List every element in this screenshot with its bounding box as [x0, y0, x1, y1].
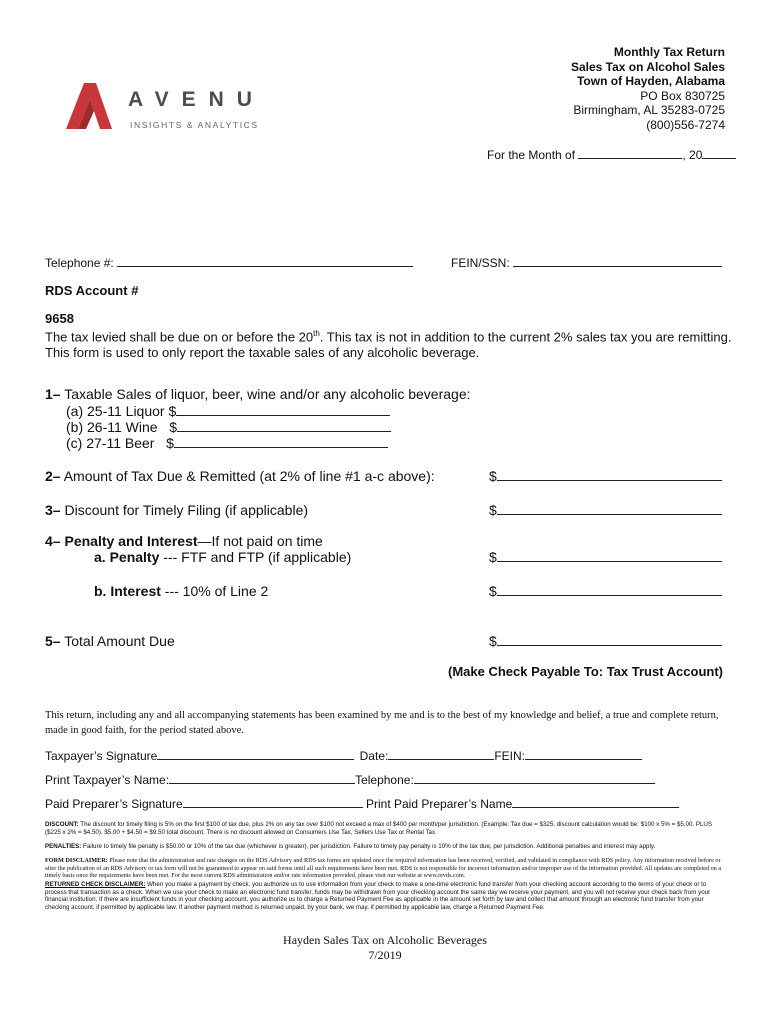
city: Birmingham, AL 35283-0725 [573, 103, 725, 117]
fein-label: FEIN/SSN: [451, 256, 510, 270]
signature-row-3: Paid Preparer’s Signature Print Paid Preparer’s Name [45, 797, 679, 811]
item-4a-amount: $ [489, 549, 722, 565]
signature-telephone-field[interactable] [414, 782, 655, 784]
interest-field[interactable] [497, 594, 722, 596]
item-4b: b. Interest --- 10% of Line 2 [94, 583, 269, 599]
payable-note: (Make Check Payable To: Tax Trust Account) [448, 664, 723, 679]
signature-fein-field[interactable] [525, 758, 642, 760]
po-box: PO Box 830725 [640, 88, 725, 103]
footer-title: Hayden Sales Tax on Alcoholic Beverages [283, 933, 487, 947]
item-5: 5– Total Amount Due [45, 633, 175, 649]
month-label: For the Month of [487, 148, 576, 162]
month-line [487, 148, 736, 162]
rds-account-number: 9658 [45, 311, 74, 326]
total-due-field[interactable] [497, 644, 722, 646]
beer-field[interactable] [174, 446, 388, 448]
rds-account-label: RDS Account # [45, 283, 139, 298]
wine-field[interactable] [177, 430, 391, 432]
fein-field[interactable] [513, 265, 722, 267]
liquor-field[interactable] [176, 414, 390, 416]
signature-row-1: Taxpayer’s Signature Date: FEIN: [45, 749, 642, 763]
item-4b-amount: $ [489, 583, 722, 599]
preparer-signature-field[interactable] [183, 806, 363, 808]
date-field[interactable] [388, 758, 494, 760]
declaration: This return, including any and all accompanying statements has been examined by me and is to the best of my knowledge and belief, a true and complete return, made in good faith, for the period stated above. [45, 710, 719, 736]
footer-date: 7/2019 [368, 948, 402, 962]
penalty-field[interactable] [497, 560, 722, 562]
item-3: 3– Discount for Timely Filing (if applicable) [45, 502, 309, 518]
avenu-logo [66, 83, 296, 133]
taxpayer-signature-field[interactable] [157, 758, 354, 760]
telephone-label: Telephone #: [45, 256, 114, 270]
item-4a: a. Penalty --- FTF and FTP (if applicable) [94, 549, 352, 565]
form-subtitle: Sales Tax on Alcohol Sales [570, 59, 725, 74]
print-name-field[interactable] [169, 782, 355, 784]
logo-tagline: INSIGHTS & ANALYTICS [130, 120, 259, 130]
item-3-amount: $ [489, 502, 722, 518]
intro-text: The tax levied shall be due on or before the 20th. This tax is not in addition to the current 2% sales tax you are remitting. This form is used to only report the taxable sales of any alcoholic beverage. [45, 329, 732, 361]
item-5-amount: $ [489, 633, 722, 649]
discount-note: DISCOUNT: The discount for timely filing is 5% on the first $100 of tax due, plus 2% on any tax over $100 not exceed a max of $400 per month/per jurisdiction. (Example: Tax due = $325, discount calculation would be: $100 x 5% = $5.00. PLUS ($225 x 2% = $4.50). $5.00 + $4.50 = $9.50 total discount. There is no discount allowed on Consumers Use Tax, Sellers Use Tax or Rental Tax. [45, 821, 713, 836]
tax-due-field[interactable] [497, 479, 722, 481]
footer [0, 933, 770, 963]
penalties-note: PENALTIES: Failure to timely file penalty is $50.00 or 10% of the tax due (whichever is greater), per jurisdiction. Failure to timely pay penalty is 10% of the tax due, per jurisdiction. Additional penalties and interest may apply. [45, 843, 656, 850]
form-title: Monthly Tax Return [613, 45, 725, 59]
item-1c: (c) 27-11 Beer $ [66, 435, 388, 451]
returned-check-disclaimer: RETURNED CHECK DISCLAIMER: When you make a payment by check, you authorize us to use information from your check to make a one-time electronic fund transfer from your checking account according to the terms of your check or to process that transaction as a check. When we use your check to make an electronic fund transfer, funds may be withdrawn from your checking account the same day we receive your payment, and you will not receive your check back from your financial institution. If there are insufficient funds in your checking account, you authorize us to charge a Returned Payment Fee as applicable in the amount set forth by law and collect that amount through an electronic fund transfer from your checking account, if permitted by applicable law. If another payment method is returned unpaid, by your bank, we may, if permitted by applicable law, charge a Returned Payment Fee. [45, 881, 711, 911]
telephone-row [45, 256, 413, 270]
month-field[interactable] [578, 157, 682, 159]
telephone-field[interactable] [117, 265, 413, 267]
avenu-a-icon [66, 83, 114, 129]
fein-row [451, 256, 722, 270]
item-4: 4– Penalty and Interest—If not paid on time [45, 533, 323, 549]
item-1a: (a) 25-11 Liquor $ [66, 403, 390, 419]
year-field[interactable] [702, 157, 736, 159]
discount-field[interactable] [497, 513, 722, 515]
item-1b: (b) 26-11 Wine $ [66, 419, 391, 435]
header-address [571, 45, 725, 132]
item-1: 1– Taxable Sales of liquor, beer, wine and/or any alcoholic beverage: [45, 386, 471, 402]
year-prefix: , 20 [682, 148, 703, 162]
item-2-amount: $ [489, 468, 722, 484]
town-name: Town of Hayden, Alabama [576, 74, 725, 88]
form-disclaimer: FORM DISCLAIMER: Please note that the administration and rate changes on the RDS Advisory and RDS tax forms are updated once the required information has been received, verified, and validated in compliance with RDS policy. Any information received before or after the publication of an RDS Advisory or tax form will not be guaranteed to appear on said forms until all such requirements have been met. RDS is not responsible for incorrect information and/or improper use of the information provided. All updates are completed on a timely basis once the requirements have been met. For the most current RDS administration and/or rate information provided, please visit our website at www.revds.com. [45, 857, 722, 880]
logo-wordmark: AVENU [128, 88, 265, 111]
phone: (800)556-7274 [646, 117, 725, 132]
item-2: 2– Amount of Tax Due & Remitted (at 2% of line #1 a-c above): [45, 468, 435, 484]
print-preparer-field[interactable] [512, 806, 679, 808]
signature-row-2: Print Taxpayer’s Name: Telephone: [45, 773, 655, 787]
